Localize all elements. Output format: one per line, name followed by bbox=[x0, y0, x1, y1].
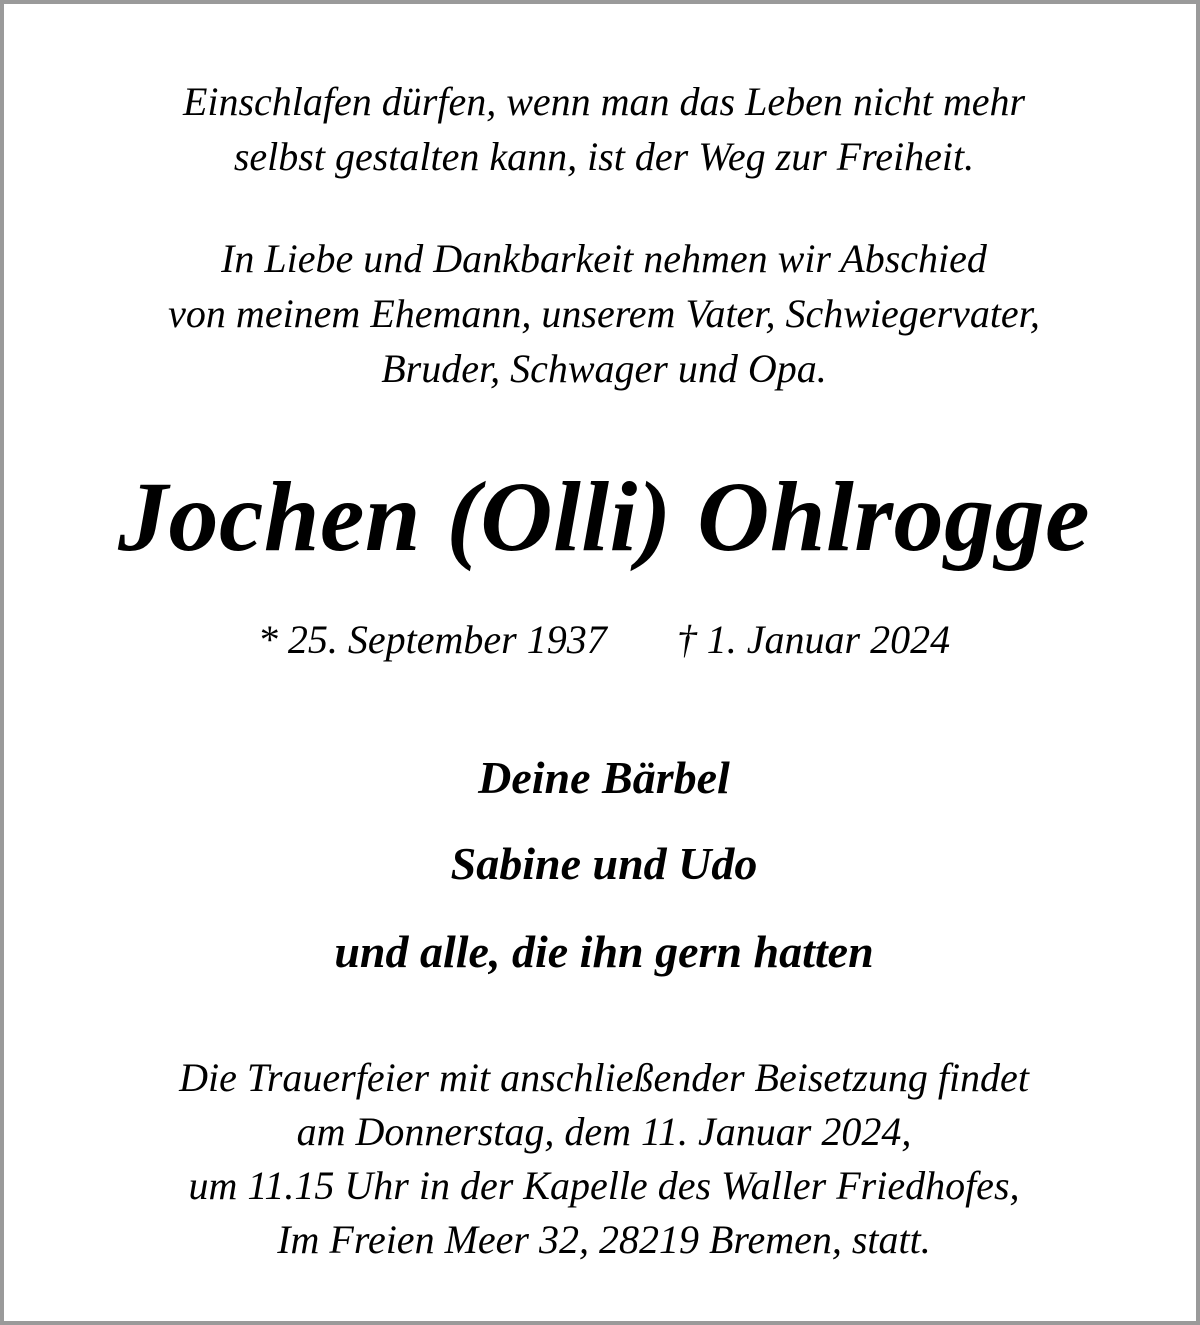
mourner-line-2: Sabine und Udo bbox=[450, 838, 758, 889]
farewell-line-1: In Liebe und Dankbarkeit nehmen wir Abschied bbox=[221, 236, 987, 281]
mourner-line-3: und alle, die ihn gern hatten bbox=[334, 926, 874, 977]
service-line-2: am Donnerstag, dem 11. Januar 2024, bbox=[296, 1109, 912, 1154]
farewell-line-2: von meinem Ehemann, unserem Vater, Schwiegervater, bbox=[168, 291, 1040, 336]
quote-line-1: Einschlafen dürfen, wenn man das Leben nicht mehr bbox=[182, 79, 1026, 124]
deceased-name: Jochen (Olli) Ohlrogge bbox=[117, 461, 1091, 572]
mourner-line-1: Deine Bärbel bbox=[478, 752, 730, 803]
farewell-text bbox=[4, 231, 1200, 396]
death-date: † 1. Januar 2024 bbox=[676, 617, 951, 662]
quote-line-2: selbst gestalten kann, ist der Weg zur Freiheit. bbox=[233, 134, 975, 179]
birth-date: * 25. September 1937 bbox=[257, 617, 607, 662]
farewell-line-3: Bruder, Schwager und Opa. bbox=[381, 346, 827, 391]
service-line-4: Im Freien Meer 32, 28219 Bremen, statt. bbox=[277, 1217, 931, 1262]
service-line-3: um 11.15 Uhr in der Kapelle des Waller Friedhofes, bbox=[188, 1163, 1020, 1208]
life-dates bbox=[4, 612, 1200, 667]
funeral-service-info bbox=[4, 1051, 1200, 1267]
opening-quote bbox=[4, 74, 1200, 184]
service-line-1: Die Trauerfeier mit anschließender Beisetzung findet bbox=[179, 1055, 1029, 1100]
